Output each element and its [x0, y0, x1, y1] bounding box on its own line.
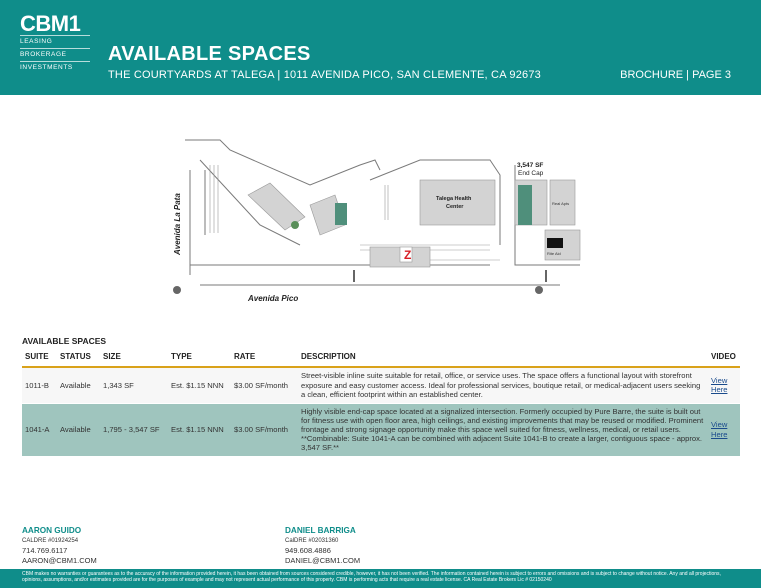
view-link-text-2: Here [711, 429, 728, 439]
street-label-avenida-pico: Avenida Pico [248, 294, 299, 303]
street-label-avenida-la-pata: Avenida La Pata [173, 193, 182, 255]
contact-daniel-barriga [285, 526, 360, 566]
contact-license: CalDRE #02031360 [285, 538, 339, 544]
site-plan-map [160, 125, 600, 315]
logo-line-leasing: LEASING [20, 35, 90, 48]
logo-line-brokerage: BROKERAGE [20, 48, 90, 61]
contact-name: AARON GUIDO [22, 526, 82, 535]
contact-license: CALDRE #01924254 [22, 538, 79, 544]
cbm1-logo [20, 13, 90, 74]
column-header-type: TYPE [168, 348, 231, 367]
cell-suite: 1011-B [22, 367, 57, 403]
footer-disclaimer: CBM makes no warranties or guarantees as to the accuracy of the information provided herein, it has been obtained from sources considered credible, however, it has not been verified. The information contained herein is subject to errors and omissions and is subject to change without notice. Any and all projections, opinions, assumptions, and/or estimates provided are for the purposes of example and may not represent actual performance of this property. CBM is performing acts that require a real estate license. CA Real Estate Brokers Lic # 02150240 [0, 569, 761, 588]
table-row [22, 403, 740, 456]
cell-status: Available [57, 403, 100, 456]
tenant-label-real-apts: Real Apts [552, 201, 570, 206]
cell-suite: 1041-A [22, 403, 57, 456]
end-cap-size-label: 3,547 SF [517, 162, 544, 169]
table-row [22, 367, 740, 403]
health-center-label-line1: Talega Health [436, 196, 472, 202]
contact-phone[interactable]: 949.608.4886 [285, 546, 331, 555]
view-link-text-2: Here [711, 385, 728, 395]
table-header-row [22, 348, 740, 367]
end-cap-label: End Cap [518, 170, 544, 177]
view-video-link[interactable] [711, 376, 727, 394]
column-header-suite: SUITE [22, 348, 57, 367]
cell-rate: $3.00 SF/month [231, 403, 298, 456]
contact-email[interactable]: AARON@CBM1.COM [22, 556, 97, 565]
contact-phone[interactable]: 714.769.6117 [22, 546, 68, 555]
available-spaces-heading: AVAILABLE SPACES [22, 336, 107, 346]
view-link-text: View [711, 376, 728, 386]
column-header-rate: RATE [231, 348, 298, 367]
cell-description: Highly visible end-cap space located at a signalized intersection. Formerly occupied by Pure Barre, the suite is built out for fitness use with open floor area, high ceilings, and existing improvements that may be reused or modified. Prominent frontage and strong signage opportunity make this space well suited for fitness, wellness, medical, or retail users. **Combinable: Suite 1041-A can be combined with adjacent Suite 1041-B to create a larger, contiguous space - approx. 3,547 SF.** [298, 403, 708, 456]
health-center-label-line2: Center [446, 204, 464, 210]
column-header-description: DESCRIPTION [298, 348, 708, 367]
cell-rate: $3.00 SF/month [231, 367, 298, 403]
available-spaces-table [22, 348, 740, 456]
column-header-size: SIZE [100, 348, 168, 367]
cell-description: Street-visible inline suite suitable for retail, office, or service uses. The space offers a functional layout with storefront exposure and easy customer access. Ideal for professional services, boutique retail, or medical-adjacent users seeking a clean, efficient footprint within an established center. [298, 367, 708, 403]
cell-video [708, 403, 740, 456]
logo-line-investments: INVESTMENTS [20, 61, 90, 74]
column-header-video: VIDEO [708, 348, 740, 367]
cell-size: 1,343 SF [100, 367, 168, 403]
cell-type: Est. $1.15 NNN [168, 403, 231, 456]
header-banner [0, 0, 761, 95]
column-header-status: STATUS [57, 348, 100, 367]
cell-size: 1,795 - 3,547 SF [100, 403, 168, 456]
contact-email[interactable]: DANIEL@CBM1.COM [285, 556, 361, 565]
logo-wordmark: CBM1 [20, 11, 81, 36]
cell-video [708, 367, 740, 403]
svg-text:Z: Z [404, 248, 412, 262]
contact-name: DANIEL BARRIGA [285, 526, 356, 535]
page-title: AVAILABLE SPACES [108, 43, 311, 65]
page-indicator: BROCHURE | PAGE 3 [620, 69, 731, 81]
view-link-text: View [711, 420, 728, 430]
tenant-label-rite-aid: Rite Aid [547, 251, 561, 256]
property-address: THE COURTYARDS AT TALEGA | 1011 AVENIDA PICO, SAN CLEMENTE, CA 92673 [108, 69, 541, 81]
view-video-link[interactable] [711, 420, 727, 438]
cell-type: Est. $1.15 NNN [168, 367, 231, 403]
contact-aaron-guido [22, 526, 97, 566]
cell-status: Available [57, 367, 100, 403]
